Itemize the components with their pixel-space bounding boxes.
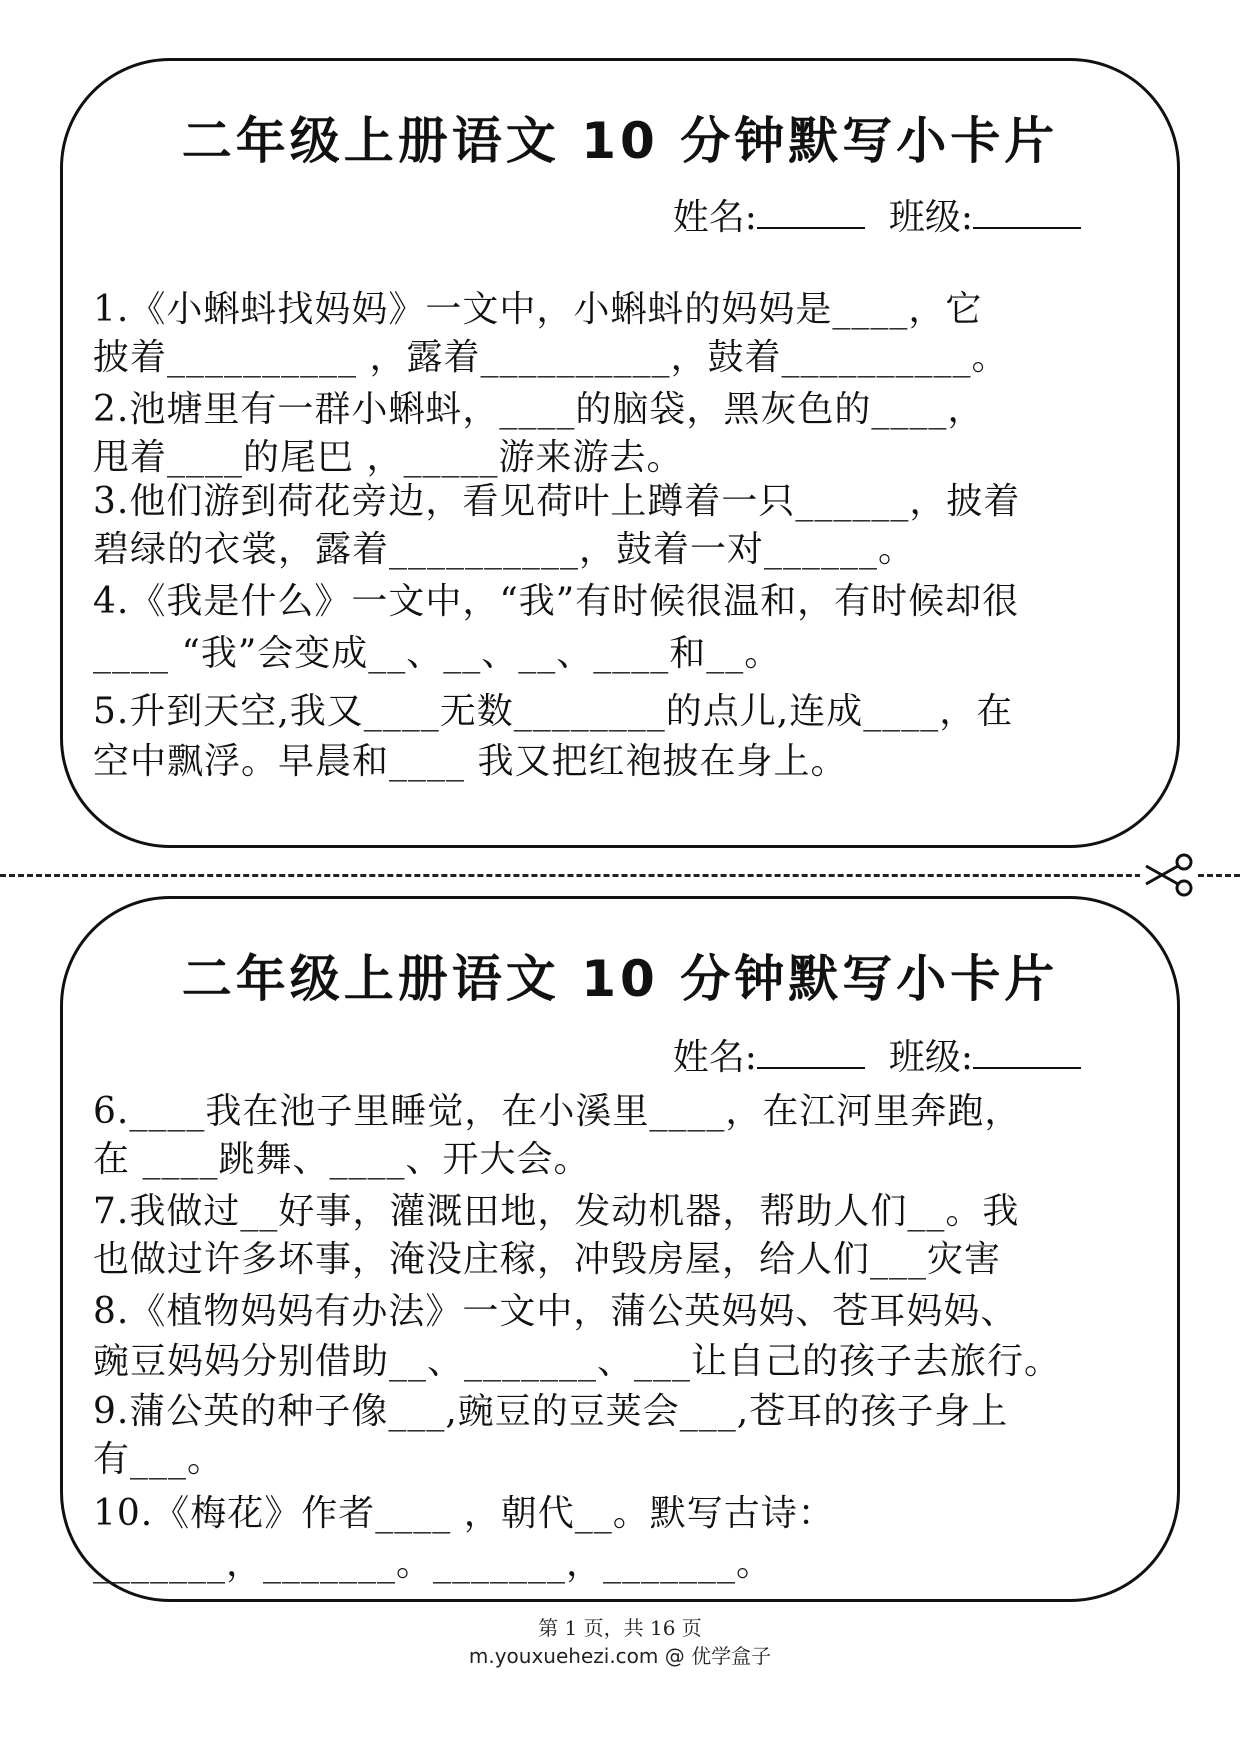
question-line: 10.《梅花》作者____ ，朝代__。默写古诗： (93, 1493, 835, 1534)
cut-line (0, 874, 1240, 877)
question-line: 5.升到天空,我又____无数________的点儿,连成____，在 (93, 691, 1014, 732)
class-blank[interactable] (973, 1031, 1081, 1069)
name-blank[interactable] (757, 1031, 865, 1069)
question-line: 6.____我在池子里睡觉，在小溪里____，在江河里奔跑， (93, 1091, 1022, 1132)
question-line: 1.《小蝌蚪找妈妈》一文中，小蝌蚪的妈妈是____，它 (93, 289, 983, 330)
question-line: 3.他们游到荷花旁边，看见荷叶上蹲着一只______，披着 (93, 481, 1021, 522)
name-blank[interactable] (757, 191, 865, 229)
page-number: 第 1 页，共 16 页 (538, 1616, 702, 1640)
question-line: 也做过许多坏事，淹没庄稼，冲毁房屋，给人们___灾害 (93, 1239, 1002, 1280)
question-line: ____ “我”会变成__、__、__、____和__。 (93, 633, 782, 674)
question-line: 7.我做过__好事，灌溉田地，发动机器，帮助人们__。我 (93, 1191, 1020, 1232)
class-label: 班级: (888, 1037, 973, 1078)
class-label: 班级: (888, 197, 973, 238)
question-line: _______，_______。_______，_______。 (93, 1543, 773, 1584)
question-line: 豌豆妈妈分别借助__、_______、___让自己的孩子去旅行。 (93, 1341, 1062, 1382)
name-label: 姓名: (672, 197, 757, 238)
question-line: 披着__________ ，露着__________，鼓着__________。 (93, 337, 1009, 378)
question-line: 4.《我是什么》一文中，“我”有时候很温和，有时候却很 (93, 581, 1020, 622)
name-class-row (673, 1029, 1081, 1080)
question-line: 空中飘浮。早晨和____ 我又把红袍披在身上。 (93, 741, 848, 782)
name-class-row (673, 189, 1081, 240)
dictation-card-1 (60, 58, 1180, 848)
card-title: 二年级上册语文 10 分钟默写小卡片 (181, 112, 1059, 170)
question-line: 碧绿的衣裳，露着__________，鼓着一对______。 (93, 529, 916, 570)
question-line: 8.《植物妈妈有办法》一文中，蒲公英妈妈、苍耳妈妈、 (93, 1291, 1018, 1332)
question-line: 9.蒲公英的种子像___,豌豆的豆荚会___,苍耳的孩子身上 (93, 1391, 1009, 1432)
card-title: 二年级上册语文 10 分钟默写小卡片 (181, 950, 1059, 1008)
question-line: 2.池塘里有一群小蝌蚪，____的脑袋，黑灰色的____， (93, 389, 985, 430)
question-line: 在 ____跳舞、____、开大会。 (93, 1139, 591, 1180)
name-label: 姓名: (672, 1037, 757, 1078)
question-line: 甩着____的尾巴 ，_____游来游去。 (93, 437, 684, 478)
scissors-icon (1140, 852, 1198, 898)
question-line: 有___。 (93, 1439, 225, 1480)
dictation-card-2 (60, 896, 1180, 1602)
site-watermark: m.youxuehezi.com @ 优学盒子 (468, 1644, 772, 1668)
class-blank[interactable] (973, 191, 1081, 229)
